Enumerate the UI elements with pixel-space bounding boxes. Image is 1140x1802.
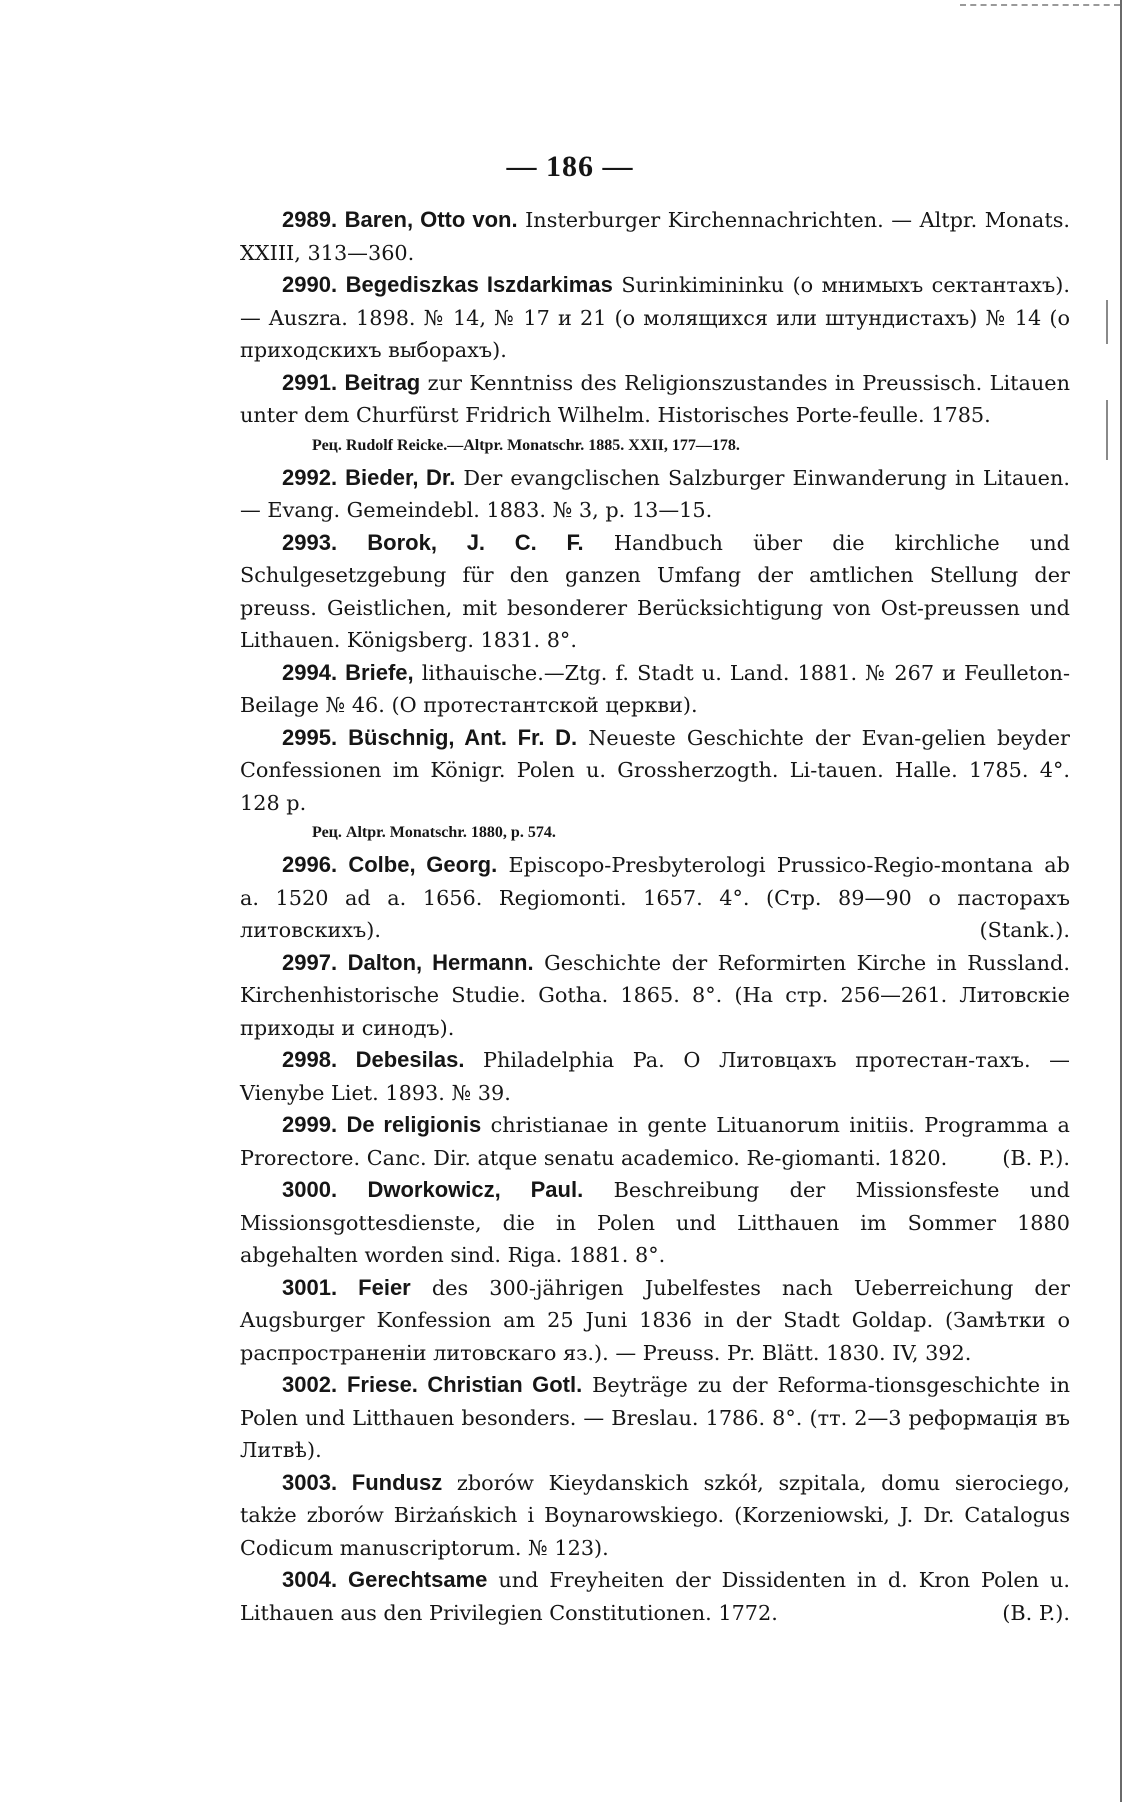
entry-text: Surinkimininku (о мнимыхъ сектантахъ). — Auszra. 1898. № 14, № 17 и 21 (о молящихся или штундистахъ) № 14 (о приходскихъ выборахъ). xyxy=(240,273,1070,362)
entry-text: christianae in gente Lituanorum initiis. Programma a Prorectore. Canc. Dir. atque senatu academico. Re-giomanti. 1820. xyxy=(240,1113,1070,1170)
bibliography-entry xyxy=(240,1564,1070,1629)
entry-text: lithauische.—Ztg. f. Stadt u. Land. 1881. № 267 и Feulleton-Beilage № 46. (О протестантской церкви). xyxy=(240,660,1070,717)
entry-review-note: Рец. Altpr. Monatschr. 1880, p. 574. xyxy=(312,824,556,841)
entry-heading: Feier xyxy=(358,1274,411,1300)
entry-text: Beyträge zu der Reforma-tionsgeschichte in Polen und Litthauen besonders. — Breslau. 1786. 8°. (тт. 2—3 реформація въ Литвѣ). xyxy=(240,1373,1070,1462)
entry-heading: Beitrag xyxy=(344,369,421,395)
bibliography-entry xyxy=(240,527,1070,657)
bibliography-entry xyxy=(240,1467,1070,1565)
entry-text: und Freyheiten der Dissidenten in d. Kron Polen u. Lithauen aus den Privilegien Constitutionen. 1772. xyxy=(240,1568,1070,1625)
entry-number: 3000. xyxy=(282,1177,338,1202)
entry-number: 2993. xyxy=(282,529,338,555)
entry-text: Der evangclischen Salzburger Einwanderung in Litauen. — Evang. Gemeindebl. 1883. № 3, p. 13—15. xyxy=(240,465,1070,522)
entry-text: Episcopo-Presbyterologi Prussico-Regio-montana ab a. 1520 ad a. 1656. Regiomonti. 1657. 4°. (Стр. 89—90 о пасторахъ литовскихъ). xyxy=(240,853,1070,942)
entry-number: 2989. xyxy=(282,207,338,232)
entry-text: Beschreibung der Missionsfeste und Missionsgottesdienste, die in Polen und Litthauen im Sommer 1880 abgehalten worden sind. Riga. 1881. 8°. xyxy=(240,1178,1070,1267)
entry-heading: De religionis xyxy=(346,1112,482,1137)
entry-number: 3004. xyxy=(282,1567,338,1592)
page-number: — 186 — xyxy=(506,150,634,183)
bibliography-entry xyxy=(240,947,1070,1045)
entry-heading: Büschnig, Ant. Fr. D. xyxy=(348,724,578,750)
bibliography-entry xyxy=(240,1044,1070,1109)
entry-heading: Briefe, xyxy=(345,659,414,685)
bibliography-entry xyxy=(240,849,1070,947)
entry-number: 2990. xyxy=(282,272,338,297)
entry-number: 2999. xyxy=(282,1112,338,1137)
entry-text: Philadelphia Pa. О Литовцахъ протестан-тахъ. — Vienybe Liet. 1893. № 39. xyxy=(240,1048,1070,1105)
entry-text: Handbuch über die kirchliche und Schulgesetzgebung für den ganzen Umfang der amtlichen Stellung der preuss. Geistlichen, mit besonderer Berücksichtigung von Ost-preussen und Lithauen. Königsberg. 1831. 8°. xyxy=(240,530,1070,652)
entry-heading: Friese. Christian Gotl. xyxy=(346,1372,583,1397)
entry-source-mark: (B. P.). xyxy=(1002,1145,1070,1170)
bibliography-entry xyxy=(240,367,1070,432)
entry-heading: Borok, J. C. F. xyxy=(367,529,584,555)
bibliography-entry xyxy=(240,1174,1070,1272)
entry-heading: Baren, Otto von. xyxy=(344,207,518,232)
entry-text: zur Kenntniss des Religionszustandes in Preussisch. Litauen unter dem Churfürst Fridrich Wilhelm. Historisches Porte-feulle. 1785. xyxy=(240,370,1070,427)
entry-heading: Dworkowicz, Paul. xyxy=(367,1177,584,1202)
entry-number: 2994. xyxy=(282,659,338,685)
entry-source-mark: (B. P.). xyxy=(1002,1600,1070,1625)
entry-source-mark: (Stank.). xyxy=(979,918,1070,942)
entry-heading: Fundusz xyxy=(351,1469,443,1495)
entry-number: 2995. xyxy=(282,724,338,750)
bibliography-entry xyxy=(240,657,1070,722)
bibliography-list xyxy=(240,204,1070,1629)
entry-number: 2997. xyxy=(282,949,338,975)
entry-heading: Gerechtsame xyxy=(347,1567,488,1592)
entry-heading: Debesilas. xyxy=(355,1047,465,1072)
bibliography-entry xyxy=(240,1109,1070,1174)
entry-text: zborów Kieydanskich szkół, szpitala, domu sierociego, także zborów Birżańskich i Boynarowskiego. (Korzeniowski, J. Dr. Catalogus Codicum manuscriptorum. № 123). xyxy=(240,1470,1070,1560)
entry-heading: Begediszkas Iszdarkimas xyxy=(345,272,613,297)
bibliography-entry xyxy=(240,462,1070,527)
bibliography-entry xyxy=(240,1272,1070,1370)
entry-text: Insterburger Kirchennachrichten. — Altpr. Monats. XXIII, 313—360. xyxy=(240,208,1070,265)
entry-heading: Colbe, Georg. xyxy=(348,852,498,877)
bibliography-entry xyxy=(240,204,1070,269)
entry-review-note: Рец. Rudolf Reicke.—Altpr. Monatschr. 1885. XXII, 177—178. xyxy=(312,436,740,454)
entry-text: Geschichte der Reformirten Kirche in Russland. Kirchenhistorische Studie. Gotha. 1865. 8°. (На стр. 256—261. Литовскіе приходы и синодъ). xyxy=(240,950,1070,1040)
entry-text: Neueste Geschichte der Evan-gelien beyder Confessionen im Königr. Polen u. Grossherzogth. Li-tauen. Halle. 1785. 4°. 128 p. xyxy=(240,725,1070,815)
bibliography-entry xyxy=(240,269,1070,367)
entry-number: 3001. xyxy=(282,1274,338,1300)
entry-number: 3002. xyxy=(282,1372,338,1397)
entry-number: 3003. xyxy=(282,1469,338,1495)
entry-number: 2991. xyxy=(282,369,338,395)
entry-number: 2996. xyxy=(282,852,338,877)
entry-heading: Dalton, Hermann. xyxy=(347,949,534,975)
entry-text: des 300-jährigen Jubelfestes nach Ueberreichung der Augsburger Konfession am 25 Juni 1836 in der Stadt Goldap. (Замѣтки о распространеніи литовскаго яз.). — Preuss. Pr. Blätt. 1830. IV, 392. xyxy=(240,1275,1070,1365)
bibliography-entry xyxy=(240,1369,1070,1467)
entry-heading: Bieder, Dr. xyxy=(345,464,456,490)
entry-number: 2998. xyxy=(282,1047,338,1072)
entry-number: 2992. xyxy=(282,464,338,490)
bibliography-entry xyxy=(240,722,1070,820)
